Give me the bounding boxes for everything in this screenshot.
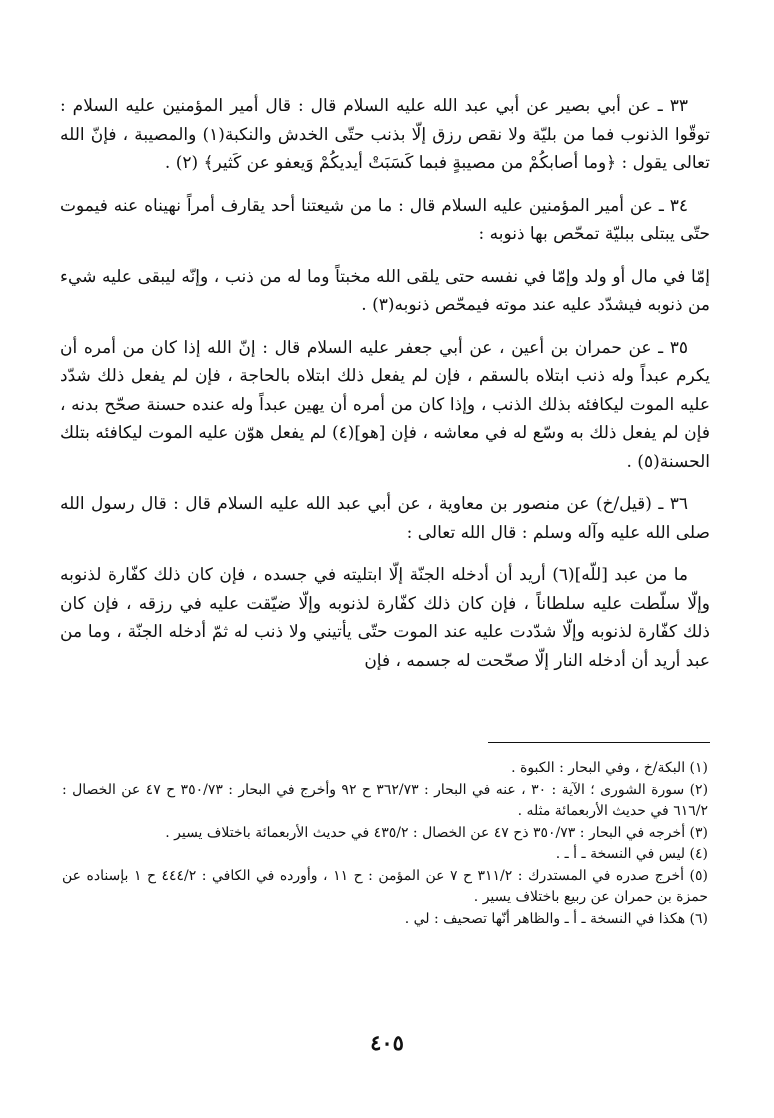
hadith-33: ٣٣ ـ عن أبي بصير عن أبي عبد الله عليه السلام قال : قال أمير المؤمنين عليه السلام : توقّوا الذنوب فما من بليّة ولا نقص رزق إلّا بذنب حتّى الخدش والنكبة(١) والمصيبة ، فإنّ الله تعالى يقول : ﴿وما أصابكُمْ من مصيبةٍ فبما كَسَبَتْ أيديكُمْ وَيعفو عن كَثير﴾ (٢) . [60,96,710,173]
footnote-separator [488,742,710,743]
main-text [60,92,710,689]
hadith-34-continuation: إمّا في مال أو ولد وإمّا في نفسه حتى يلقى الله مخبتاً وما له من ذنب ، وإنّه ليبقى عليه شيء من ذنوبه فيشدّد عليه عند موته فيمحّص ذنوبه(٣) . [60,266,710,315]
footnote-item: (٤) ليس في النسخة ـ أ ـ . [555,846,708,862]
hadith-35: ٣٥ ـ عن حمران بن أعين ، عن أبي جعفر عليه السلام قال : إنّ الله إذا كان من أمره أن يكرم عبداً وله ذنب ابتلاه بالسقم ، فإن لم يفعل ذلك ابتلاه بالحاجة ، فإن لم يفعل ذلك شدّد عليه الموت ليكافئه بذلك الذنب ، وإذا كان من أمره أن يهين عبداً وله عنده حسنة صحّح بدنه ، فإن لم يفعل ذلك به وسّع له في معاشه ، فإن [هو](٤) لم يفعل هوّن عليه الموت ليكافئه بتلك الحسنة(٥) . [60,337,711,472]
footnote-item: (٢) سورة الشورى ؛ الآية : ٣٠ ، عنه في البحار : ٣٦٢/٧٣ ح ٩٢ وأخرج في البحار : ٣٥٠/٧٣ ح ٤٧ عن الخصال : ٦١٦/٢ في حديث الأربعمائة مثله . [62,781,709,819]
page-number: ٤٠٥ [370,1030,404,1055]
footnotes [62,758,708,930]
footnote-item: (٣) أخرجه في البحار : ٣٥٠/٧٣ ذح ٤٧ عن الخصال : ٤٣٥/٢ في حديث الأربعمائة باختلاف يسير . [165,824,708,841]
footnote-item: (٦) هكذا في النسخة ـ أ ـ والظاهر أنّها تصحيف : لي . [404,910,708,927]
hadith-36-continuation: ما من عبد [للّه](٦) أريد أن أدخله الجنّة إلّا ابتليته في جسده ، فإن كان ذلك كفّارة لذنوبه وإلّا سلّطت عليه سلطاناً ، فإن كان ذلك كفّارة لذنوبه وإلّا ضيّقت عليه في رزقه ، فإن كان ذلك كفّارة لذنوبه وإلّا شدّدت عليه عند الموت حتّى يأتيني ولا ذنب له ثمّ أدخله الجنّة ، وما من عبد أريد أن أدخله النار إلّا صحّحت له جسمه ، فإن [60,565,710,671]
hadith-36: ٣٦ ـ (قيل/خ) عن منصور بن معاوية ، عن أبي عبد الله عليه السلام قال : قال رسول الله صلى الله عليه وآله وسلم : قال الله تعالى : [60,494,710,543]
footnote-item: (٥) أخرج صدره في المستدرك : ٣١١/٢ ح ٧ عن المؤمن : ح ١١ ، وأورده في الكافي : ٤٤٤/٢ ح ١ بإسناده عن حمزة بن حمران عن ربيع باختلاف يسير . [62,867,709,905]
hadith-34: ٣٤ ـ عن أمير المؤمنين عليه السلام قال : ما من شيعتنا أحد يقارف أمراً نهيناه عنه فيموت حتّى يبتلى ببليّة تمحّص بها ذنوبه : [60,195,710,244]
footnote-item: (١) البكة/خ ، وفي البحار : الكبوة . [511,760,708,776]
